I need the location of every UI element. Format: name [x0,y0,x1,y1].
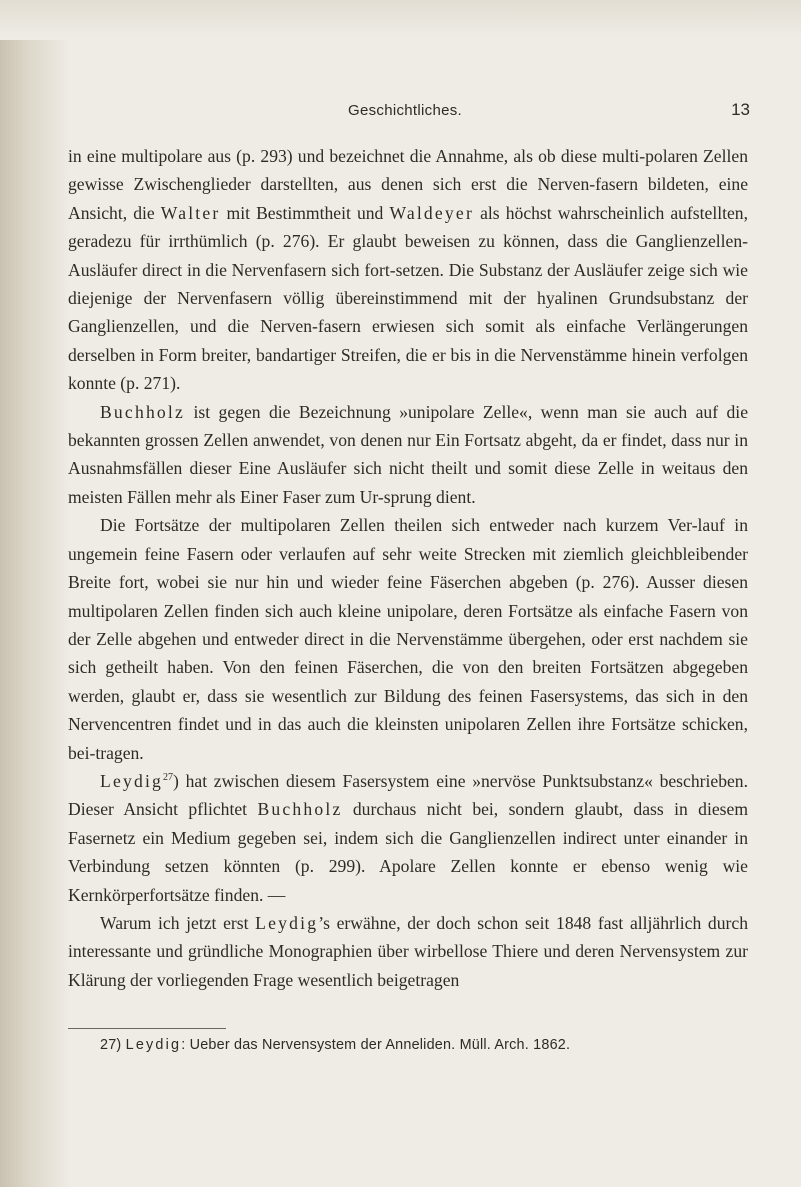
page-edge-shadow [0,0,70,1187]
footnote-rule [68,1028,226,1029]
paragraph [68,767,748,909]
text-span: ) hat zwischen diesem Fasersystem eine »nervöse Punktsubstanz« beschrieben. Dieser Ansicht pflichtet [68,770,748,820]
text-span: Die Fortsätze der multipolaren Zellen theilen sich entweder nach kurzem Ver-lauf in ungemein feine Fasern oder verlaufen auf sehr weite Strecken mit ziemlich gleichbleibender Breite fort, wobei sie nur hin und wieder feine Fäserchen abgeben (p. 276). Ausser diesen multipolaren Zellen finden sich auch kleine unipolare, deren Fortsätze als einfache Fasern von der Zelle abgehen und entweder direct in die Nervenstämme übergehen, oder erst nachdem sie sich getheilt haben. Von den feinen Fäserchen, die von den breiten Fortsätzen abgegeben werden, glaubt er, dass sie wesentlich zur Bildung des feinen Fasersystems, das sich in den Nervencentren findet und in das auch die kleinsten unipolaren Zellen ihre Fortsätze schicken, bei-tragen. [68,515,748,763]
author-name: Leydig [100,770,164,791]
paragraph [68,511,748,767]
text-span: ’s erwähne, der doch schon seit 1848 fast alljährlich durch interessante und gründliche Monographien über wirbellose Thiere und deren Nervensystem zur Klärung der vorliegenden Frage wesentlich beigetragen [68,912,748,990]
footnote-marker: 27) [100,1037,122,1053]
text-span: Warum ich jetzt erst [100,912,256,933]
author-name: Walter [160,202,221,223]
paragraph [68,909,748,994]
text-span: durchaus nicht bei, sondern glaubt, dass in diesem Fasernetz ein Medium gegeben sei, indem sich die Ganglienzellen indirect unter einander in Verbindung setzen könnten (p. 299). Apolare Zellen konnte er ebenso wenig wie Kernkörperfortsätze finden. — [68,799,749,905]
page-top-shadow [0,0,801,40]
author-name: Waldeyer [389,202,475,223]
author-name: Buchholz [100,401,186,422]
author-name: Buchholz [257,799,343,820]
text-span: in eine multipolare aus (p. 293) und bezeichnet die Annahme, als ob diese multi-polaren Zellen gewisse Zwischenglieder darstellten, aus denen sich erst die Nerven-fasern bildeten, eine Ansicht, die [68,146,748,223]
footnote-reference: 27 [163,772,174,784]
paragraph [68,398,748,512]
footnote-author: Leydig [125,1037,182,1053]
author-name: Leydig [255,912,319,933]
body-text [68,142,748,994]
page-number: 13 [731,100,750,119]
page-header [60,100,750,124]
text-span: mit Bestimmtheit und [220,202,390,223]
text-span: ist gegen die Bezeichnung »unipolare Zelle«, wenn man sie auch auf die bekannten grossen Zellen anwendet, von denen nur Ein Fortsatz abgeht, da er findet, dass nur in Ausnahmsfällen dieser Eine Ausläufer sich nicht theilt und somit diese Zelle in weitaus den meisten Fällen mehr als Einer Faser zum Ur-sprung dient. [68,401,748,507]
running-head: Geschichtliches. [347,102,462,119]
footnote-text: : Ueber das Nervensystem der Anneliden. Müll. Arch. 1862. [181,1037,571,1053]
text-span: als höchst wahrscheinlich aufstellten, geradezu für irrthümlich (p. 276). Er glaubt beweisen zu können, dass die Ganglienzellen-Ausläufer direct in die Nervenfasern sich fort-setzen. Die Substanz der Ausläufer zeige sich wie diejenige der Nervenfasern völlig übereinstimmend mit der hyalinen Grundsubstanz der Ganglienzellen, und die Nerven-fasern erwiesen sich somit als einfache Verlängerungen derselben in Form breiter, bandartiger Streifen, die er bis in die Nervenstämme hinein verfolgen konnte (p. 271). [68,202,748,394]
footnote [100,1037,740,1053]
paragraph [68,142,748,398]
